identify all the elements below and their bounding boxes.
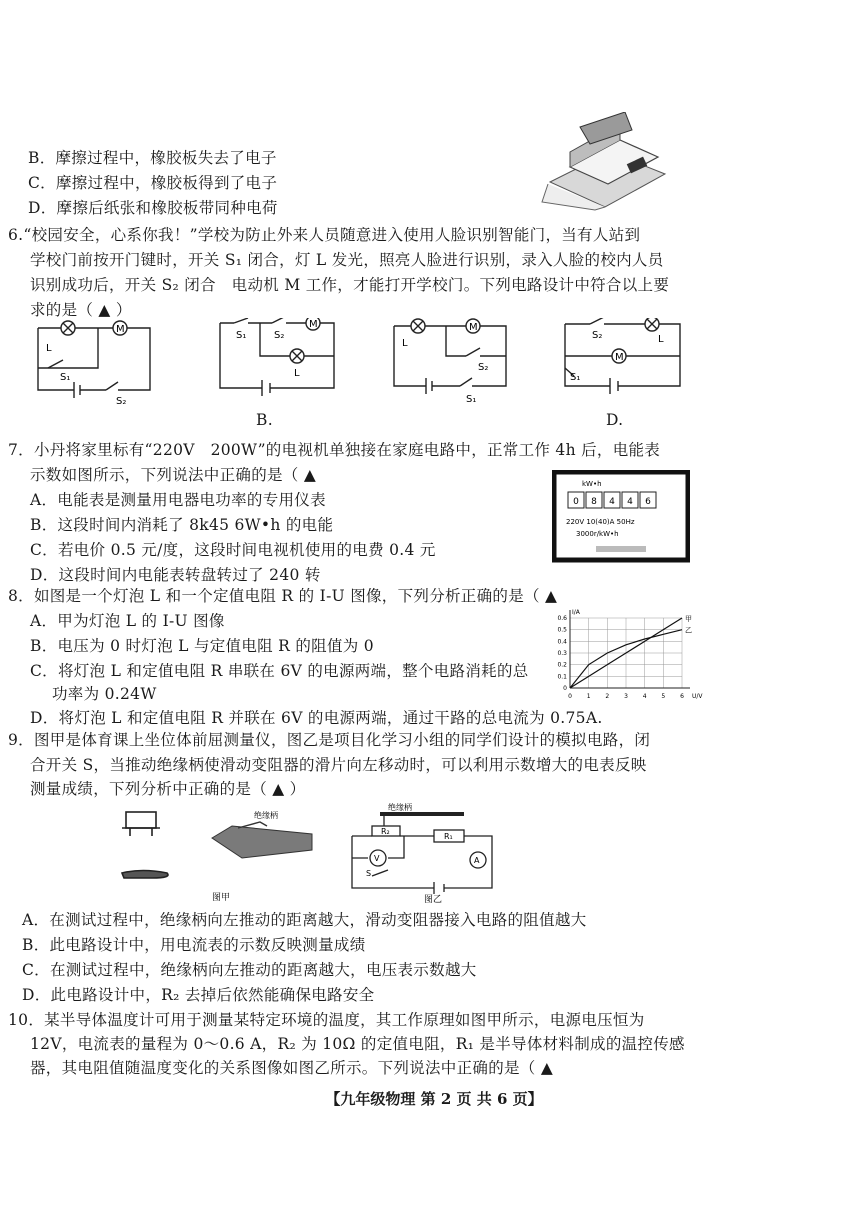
x-tick-label: 4 xyxy=(642,693,647,700)
switch-label: S xyxy=(366,869,372,878)
meter-digit: 4 xyxy=(627,497,633,507)
q7-option-a: A．电能表是测量用电器电功率的专用仪表 xyxy=(30,491,326,509)
q8-iu-chart xyxy=(548,608,708,708)
x-tick-label: 0 xyxy=(568,693,572,700)
handle-label: 绝缘柄 xyxy=(254,811,278,820)
switch-s2-label: S₂ xyxy=(274,330,285,341)
q5-option-c: C．摩擦过程中，橡胶板得到了电子 xyxy=(28,174,278,192)
series-label: 乙 xyxy=(685,626,692,635)
meter-digit: 0 xyxy=(573,497,579,507)
r2-label: R₂ xyxy=(381,827,390,836)
q7-stem-line1: 7．小丹将家里标有“220V 200W”的电视机单独接在家庭电路中，正常工作 4h 后，电能表 xyxy=(8,441,661,459)
y-tick-label: 0.3 xyxy=(557,650,567,657)
q8-option-b: B．电压为 0 时灯泡 L 与定值电阻 R 的阻值为 0 xyxy=(30,637,374,655)
q7-stem-line2: 示数如图所示，下列说法中正确的是（ ▲ xyxy=(30,466,317,484)
q6-circuit-b xyxy=(212,318,342,406)
y-tick-label: 0.5 xyxy=(557,626,567,634)
q9-option-c: C．在测试过程中，绝缘柄向左推动的距离越大，电压表示数越大 xyxy=(22,961,477,979)
switch-s2-label: S₂ xyxy=(116,396,127,406)
r1-label: R₁ xyxy=(444,832,453,841)
switch-s1-label: S₁ xyxy=(236,330,247,341)
meter-spec: 220V 10(40)A 50Hz xyxy=(566,518,635,526)
meter-digit: 4 xyxy=(609,497,615,507)
q10-stem-line3: 器，其电阻值随温度变化的关系图像如图乙所示。下列说法中正确的是（ ▲ xyxy=(30,1059,554,1077)
q7-option-c: C．若电价 0.5 元/度，这段时间电视机使用的电费 0.4 元 xyxy=(30,541,436,559)
lamp-label: L xyxy=(658,334,664,345)
q6-stem-line2: 学校门前按开门键时，开关 S₁ 闭合，灯 L 发光，照亮人脸进行识别，录入人脸的校内人员 xyxy=(30,251,664,269)
meter-digit: 6 xyxy=(645,497,651,507)
meter-rev: 3000r/kW•h xyxy=(576,530,619,538)
y-tick-label: 0.2 xyxy=(557,661,567,669)
q9-stem-line2: 合开关 S，当推动绝缘柄使滑动变阻器的滑片向左移动时，可以利用示数增大的电表反映 xyxy=(30,756,647,774)
fig-b-caption: 图乙 xyxy=(424,895,443,904)
q6-stem-line3: 识别成功后，开关 S₂ 闭合 电动机 M 工作，才能打开学校门。下列电路设计中符合以上要 xyxy=(30,276,670,294)
q9-figure-a xyxy=(112,798,322,904)
switch-s2-label: S₂ xyxy=(592,330,603,341)
q6-circuit-d-label: D. xyxy=(606,411,624,429)
x-axis-label: U/V xyxy=(692,693,703,700)
switch-s2-label: S₂ xyxy=(478,362,489,373)
voltmeter-label: V xyxy=(374,854,380,863)
q6-circuit-c xyxy=(386,318,516,406)
x-tick-label: 5 xyxy=(661,693,666,700)
q8-option-a: A．甲为灯泡 L 的 I-U 图像 xyxy=(30,612,225,630)
copier-illustration xyxy=(540,112,670,212)
y-axis-label: I/A xyxy=(572,609,580,616)
q5-option-b: B．摩擦过程中，橡胶板失去了电子 xyxy=(28,149,277,167)
q9-figure-b xyxy=(344,798,504,904)
q9-stem-line3: 测量成绩，下列分析中正确的是（ ▲ ） xyxy=(30,780,306,798)
q7-electric-meter xyxy=(552,470,690,564)
y-tick-label: 0 xyxy=(563,685,567,692)
y-tick-label: 0.1 xyxy=(557,673,567,681)
q6-stem-line4: 求的是（ ▲ ） xyxy=(30,301,132,319)
q10-stem-line2: 12V，电流表的量程为 0～0.6 A，R₂ 为 10Ω 的定值电阻，R₁ 是半导体材料制成的温控传感 xyxy=(30,1035,685,1053)
q9-option-a: A．在测试过程中，绝缘柄向左推动的距离越大，滑动变阻器接入电路的阻值越大 xyxy=(22,911,587,929)
q9-stem-line1: 9．图甲是体育课上坐位体前屈测量仪，图乙是项目化学习小组的同学们设计的模拟电路，闭 xyxy=(8,731,651,749)
switch-s1-label: S₁ xyxy=(60,372,71,383)
q9-option-b: B．此电路设计中，用电流表的示数反映测量成绩 xyxy=(22,936,366,954)
q6-stem-line1: 6.“校园安全，心系你我！”学校为防止外来人员随意进入使用人脸识别智能门，当有人站到 xyxy=(8,226,641,244)
meter-unit: kW•h xyxy=(582,480,602,488)
q9-option-d: D．此电路设计中，R₂ 去掉后依然能确保电路安全 xyxy=(22,986,375,1004)
q7-option-d: D．这段时间内电能表转盘转过了 240 转 xyxy=(30,566,321,584)
motor-label: M xyxy=(615,352,624,363)
lamp-label: L xyxy=(294,368,300,379)
x-tick-label: 3 xyxy=(624,693,628,700)
lamp-label: L xyxy=(46,343,52,354)
motor-label: M xyxy=(309,319,318,330)
motor-label: M xyxy=(116,324,125,335)
q7-option-b: B．这段时间内消耗了 8k45 6W•h 的电能 xyxy=(30,516,334,534)
handle-label: 绝缘柄 xyxy=(388,803,412,812)
switch-s1-label: S₁ xyxy=(570,372,581,383)
q8-option-c-line1: C．将灯泡 L 和定值电阻 R 串联在 6V 的电源两端，整个电路消耗的总 xyxy=(30,662,529,680)
q6-circuit-d xyxy=(560,318,690,406)
y-tick-label: 0.6 xyxy=(557,615,567,622)
lamp-label: L xyxy=(402,338,408,349)
q8-option-c-line2: 功率为 0.24W xyxy=(52,685,157,703)
q8-option-d: D．将灯泡 L 和定值电阻 R 并联在 6V 的电源两端，通过干路的总电流为 0.75A. xyxy=(30,709,603,727)
q6-circuit-a xyxy=(28,318,158,406)
ammeter-label: A xyxy=(474,856,480,865)
x-tick-label: 1 xyxy=(586,693,591,700)
x-tick-label: 6 xyxy=(680,693,684,700)
x-tick-label: 2 xyxy=(605,693,610,700)
q10-stem-line1: 10．某半导体温度计可用于测量某特定环境的温度，其工作原理如图甲所示，电源电压恒为 xyxy=(8,1011,645,1029)
switch-s1-label: S₁ xyxy=(466,394,477,405)
y-tick-label: 0.4 xyxy=(557,638,567,646)
series-label: 甲 xyxy=(685,615,692,623)
q5-option-d: D．摩擦后纸张和橡胶板带同种电荷 xyxy=(28,199,278,217)
q6-circuit-b-label: B. xyxy=(256,411,273,429)
page-footer: 【九年级物理 第 2 页 共 6 页】 xyxy=(325,1090,543,1108)
motor-label: M xyxy=(469,322,478,333)
meter-digit: 8 xyxy=(591,497,597,507)
fig-a-caption: 图甲 xyxy=(212,893,231,903)
q8-stem: 8．如图是一个灯泡 L 和一个定值电阻 R 的 I-U 图像，下列分析正确的是（ ▲ xyxy=(8,587,558,605)
